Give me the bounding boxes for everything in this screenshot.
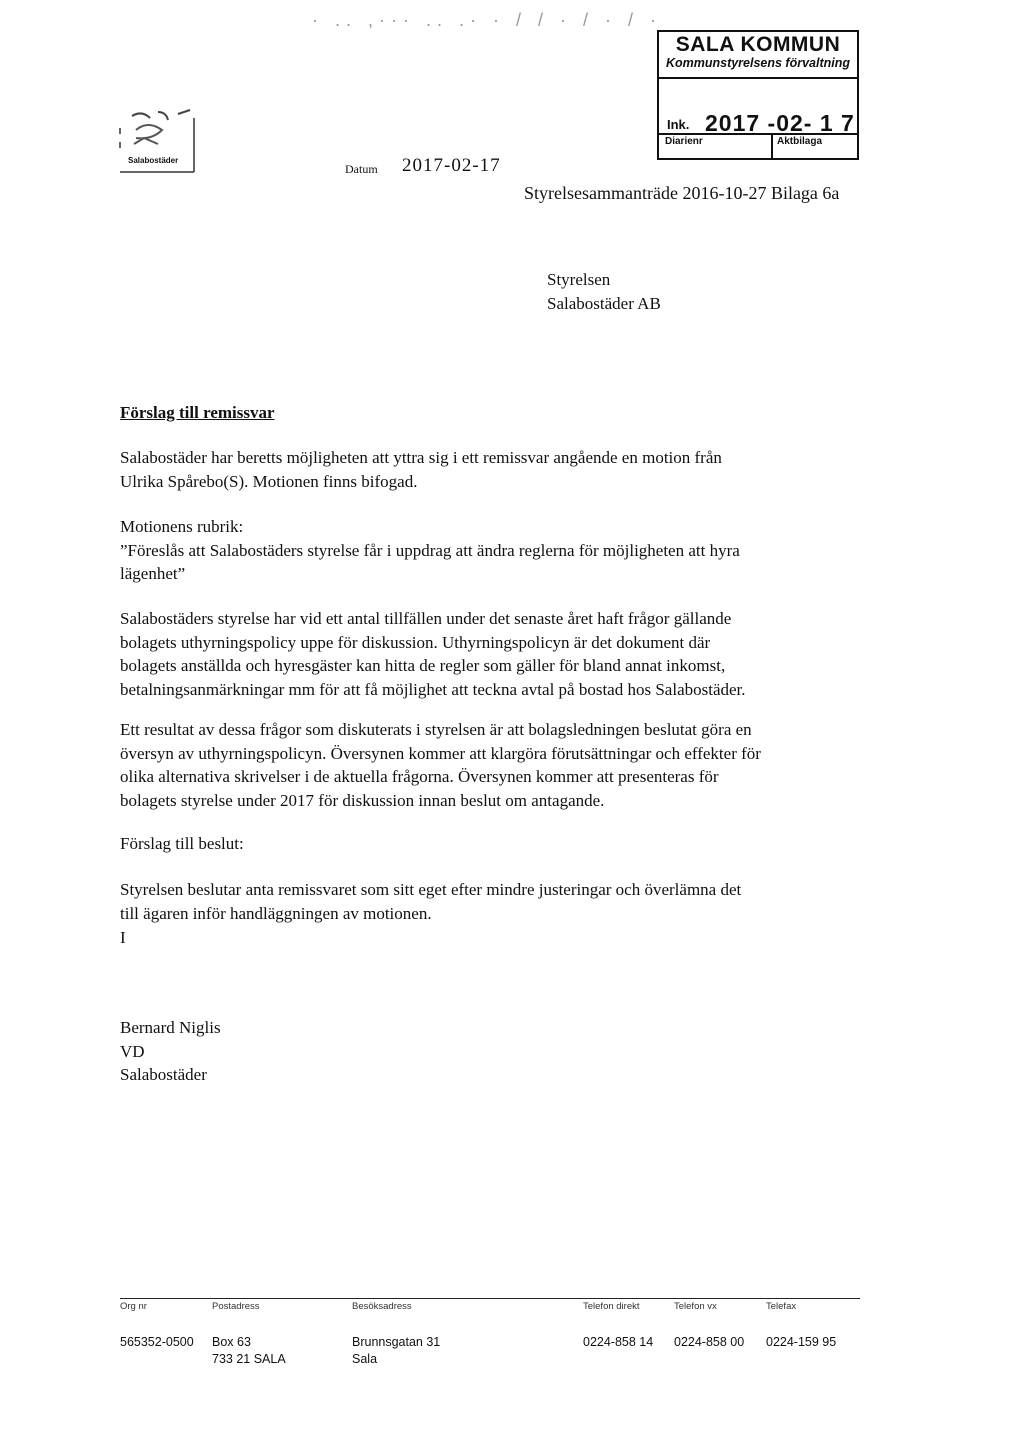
footer-value: 733 21 SALA	[212, 1352, 286, 1366]
paragraph-motion-title	[120, 515, 840, 586]
signature-block	[120, 1016, 221, 1087]
footer-value: Box 63	[212, 1335, 251, 1349]
paragraph-line: betalningsanmärkningar mm för att få möjlighet att teckna avtal på bostad hos Salabostäder.	[120, 679, 746, 699]
stamp-title: SALA KOMMUN	[675, 33, 841, 56]
footer-label: Postadress	[212, 1301, 260, 1312]
paragraph-line: lägenhet”	[120, 564, 186, 583]
footer-fax	[766, 1301, 836, 1351]
footer-visiting-address	[352, 1301, 440, 1368]
paragraph-line: olika alternativa skrivelser i de aktuella frågorna. Översynen kommer att presenteras för	[120, 767, 719, 786]
paragraph-line: översyn av uthyrningspolicyn. Översynen kommer att klargöra förutsättningar och effekter för	[120, 743, 761, 763]
footer-value: 0224-858 14	[583, 1335, 654, 1349]
meeting-reference: Styrelsesammanträde 2016-10-27 Bilaga 6a	[524, 183, 840, 203]
salabostader-logo	[118, 108, 196, 174]
signature-org: Salabostäder	[120, 1065, 207, 1084]
footer-value: Sala	[352, 1352, 378, 1366]
paragraph-line: Motionens rubrik:	[120, 517, 244, 536]
footer-label: Telefax	[766, 1301, 797, 1312]
document-heading: Förslag till remissvar	[120, 403, 275, 422]
paragraph-decision	[120, 878, 840, 925]
footer-value: 0224-159 95	[766, 1335, 837, 1349]
footer-label: Telefon direkt	[583, 1301, 640, 1312]
paragraph-line: Ett resultat av dessa frågor som diskuterats i styrelsen är att bolagsledningen beslutat göra en	[120, 720, 752, 739]
paragraph-line: Salabostäder har beretts möjligheten att yttra sig i ett remissvar angående en motion från	[120, 448, 722, 467]
footer-label: Org nr	[120, 1301, 147, 1312]
footer-label: Telefon vx	[674, 1301, 717, 1312]
footer-phone-switchboard	[674, 1301, 744, 1351]
signature-name: Bernard Niglis	[120, 1018, 221, 1037]
paragraph-review	[120, 718, 840, 812]
recipient-line2: Salabostäder AB	[547, 294, 661, 313]
paragraph-line: ”Föreslås att Salabostäders styrelse får i uppdrag att ändra reglerna för möjligheten att hyra	[120, 540, 740, 560]
paragraph-line: bolagets uthyrningspolicy uppe för diskussion. Uthyrningspolicyn är det dokument där	[120, 632, 711, 652]
date-label: Datum	[345, 162, 378, 176]
footer-orgnr	[120, 1301, 194, 1351]
recipient-block	[547, 268, 661, 316]
footer-value: Brunnsgatan 31	[352, 1335, 441, 1349]
paragraph-line: Styrelsen beslutar anta remissvaret som sitt eget efter mindre justeringar och överlämna det	[120, 880, 742, 899]
paragraph-line: till ägaren inför handläggningen av motionen.	[120, 903, 432, 923]
footer-postal-address	[212, 1301, 286, 1368]
paragraph-line: Förslag till beslut:	[120, 834, 244, 853]
footer-label: Besöksadress	[352, 1301, 412, 1312]
logo-text: Salabostäder	[128, 156, 179, 165]
stamp-ink-label: Ink.	[667, 117, 690, 132]
paragraph-line: bolagets styrelse under 2017 för diskussion innan beslut om antagande.	[120, 790, 605, 810]
decision-heading	[120, 832, 840, 856]
paragraph-intro	[120, 446, 840, 493]
recipient-line1: Styrelsen	[547, 270, 611, 289]
stamp-akt-label: Aktbilaga	[777, 136, 823, 147]
footer-value: 565352-0500	[120, 1335, 194, 1349]
registration-stamp	[657, 30, 859, 160]
date-value: 2017-02-17	[402, 155, 501, 176]
stamp-subtitle: Kommunstyrelsens förvaltning	[665, 56, 851, 70]
footer-phone-direct	[583, 1301, 653, 1351]
paragraph-line: Salabostäders styrelse har vid ett antal tillfällen under det senaste året haft frågor gällande	[120, 609, 732, 628]
stray-mark: I	[120, 928, 126, 947]
stamp-ink-date: 2017 -02- 1 7	[705, 110, 855, 136]
footer-value: 0224-858 00	[674, 1335, 745, 1349]
paragraph-policy	[120, 607, 840, 701]
paragraph-line: bolagets anställda och hyresgäster kan hitta de regler som gäller för bland annat inkomst,	[120, 656, 726, 675]
footer-divider	[120, 1298, 860, 1299]
stamp-dnr-label: Diarienr	[665, 136, 703, 147]
paragraph-line: Ulrika Spårebo(S). Motionen finns bifogad.	[120, 471, 418, 491]
signature-title: VD	[120, 1041, 145, 1061]
faint-reference-text: · .. ,··· .. .· · / / · / · / ·	[312, 10, 662, 30]
